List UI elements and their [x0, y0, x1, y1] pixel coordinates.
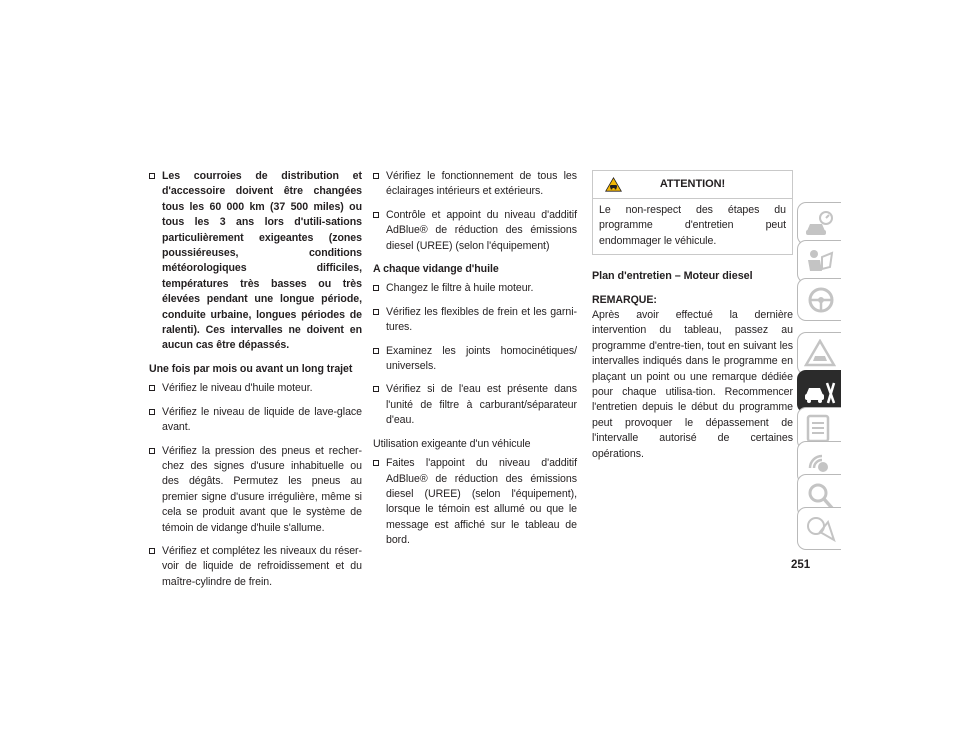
list-item: Vérifiez si de l'eau est présente dans l'unité de filtre à carburant/séparateur d'eau. [373, 382, 577, 428]
tab-languages[interactable] [797, 507, 841, 550]
warning-box [592, 170, 793, 255]
steering-wheel-icon [804, 285, 836, 315]
checkbox-square-icon [373, 173, 379, 179]
checkbox-square-icon [373, 285, 379, 291]
warning-header [593, 171, 792, 199]
specifications-list-icon [804, 414, 836, 444]
list-item: Vérifiez le fonctionnement de tous les éclairages intérieurs et extérieurs. [373, 169, 577, 200]
column-2 [373, 169, 577, 557]
list-item: Faites l'appoint du niveau d'additif AdBlue® de réduction des émissions diesel (UREE) (selon l'équipement), lorsque le témoin est allumé ou que le message est affiché sur le tableau de bord. [373, 456, 577, 548]
car-dashboard-icon [804, 209, 836, 239]
list-item: Examinez les joints homocinétiques/ universels. [373, 344, 577, 375]
checkbox-square-icon [373, 386, 379, 392]
checkbox-square-icon [373, 212, 379, 218]
list-item: Vérifiez le niveau de liquide de lave-glace avant. [149, 405, 362, 436]
section-heading: Une fois par mois ou avant un long trajet [149, 362, 353, 375]
list-item: Contrôle et appoint du niveau d'additif AdBlue® de réduction des émissions diesel (UREE) (selon l'équipement) [373, 208, 577, 254]
note-text: Après avoir effectué la dernière intervention du tableau, passez au programme d'entre-tien, tout en suivant les intervalles indiqués dans le programme en plaçant un point ou une remarque dédiée pour chaque utilisa-tion. Recommencer l'entretien depuis le début du programme peut provoquer le dépassement de l'intervalle autorisé de certaines opérations. [592, 309, 793, 460]
checkbox-square-icon [373, 348, 379, 354]
page-number: 251 [791, 559, 811, 571]
languages-icon [804, 514, 836, 544]
checkbox-square-icon [149, 548, 155, 554]
column-3 [592, 170, 793, 462]
warning-text: Le non-respect des étapes du programme d'entretien peut endommager le véhicule. [599, 204, 786, 247]
column-1 [149, 169, 362, 598]
tab-driving[interactable] [797, 278, 841, 321]
note-label: REMARQUE: [592, 293, 657, 306]
tab-emergency[interactable] [797, 332, 841, 375]
car-service-tools-icon [804, 377, 836, 407]
checkbox-square-icon [149, 173, 155, 179]
checkbox-square-icon [373, 460, 379, 466]
car-crash-warning-icon [804, 339, 836, 369]
list-item: Vérifiez les flexibles de frein et les garni-tures. [373, 305, 577, 336]
safety-airbag-icon [804, 247, 836, 277]
list-item: Vérifiez et complétez les niveaux du réser-voir de liquide de refroidissement et du maître-cylindre de frein. [149, 544, 362, 590]
list-item: Vérifiez le niveau d'huile moteur. [149, 381, 362, 396]
checkbox-square-icon [149, 385, 155, 391]
warning-triangle-icon [605, 177, 622, 192]
section-heading: A chaque vidange d'huile [373, 263, 499, 276]
tab-dashboard[interactable] [797, 202, 841, 245]
warning-title: ATTENTION! [659, 177, 726, 190]
section-title: Plan d'entretien – Moteur diesel [592, 270, 753, 283]
checkbox-square-icon [149, 409, 155, 415]
list-item: Vérifiez la pression des pneus et recher-chez des signes d'usure inhabituelle ou des dégâts. Permutez les pneus au premier signe d'usure irrégulière, même si cela se produit avant que le système de témoin de vidange d'huile s'allume. [149, 444, 362, 536]
checkbox-square-icon [373, 309, 379, 315]
list-item: Changez le filtre à huile moteur. [373, 281, 577, 296]
list-item: Les courroies de distribution et d'accessoire doivent être changées tous les 60 000 km (37 500 miles) ou tous les 3 ans lors d'utili-sations particulièrement exigeantes (zones poussiéreuses, conditions météorologiques difficiles, températures très basses ou très élevées pendant une longue période, conduite urbaine, longues périodes de ralenti). Ces intervalles ne doivent en aucun cas être dépassés. [149, 169, 362, 354]
subsection-label: Utilisation exigeante d'un véhicule [373, 437, 531, 450]
checkbox-square-icon [149, 448, 155, 454]
tab-safety[interactable] [797, 240, 841, 283]
